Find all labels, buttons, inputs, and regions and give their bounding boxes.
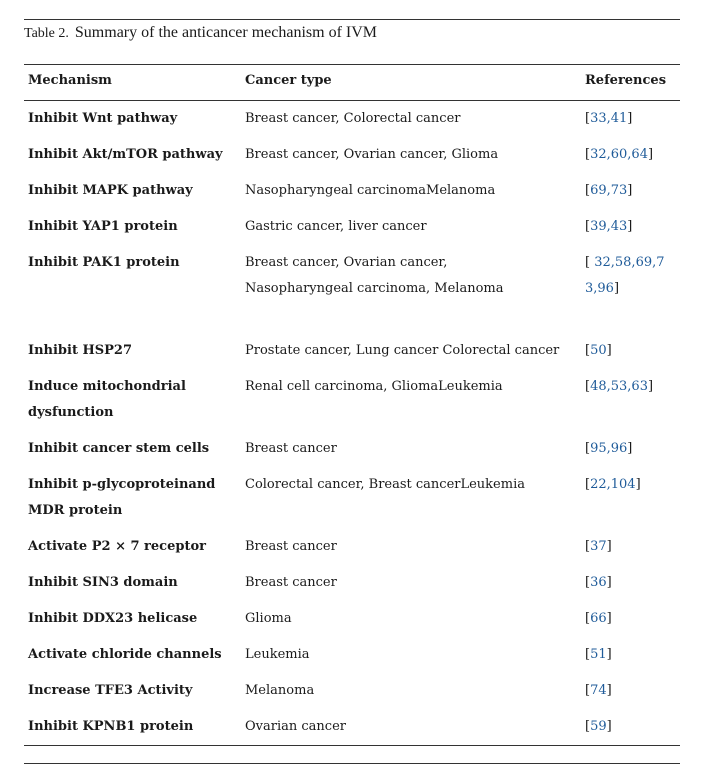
cancer-type-cell: Breast cancer, Ovarian cancer, Glioma [245, 147, 499, 162]
reference-link[interactable]: 39,43 [590, 219, 628, 234]
header-bottom-rule [24, 100, 680, 101]
references-cell[interactable]: [66] [585, 611, 612, 626]
reference-link[interactable]: 32,60,64 [590, 147, 648, 162]
mechanism-cell: Inhibit Wnt pathway [28, 111, 178, 126]
reference-link[interactable]: 22,104 [590, 477, 636, 492]
references-cell[interactable]: [48,53,63] [585, 379, 654, 394]
references-cell[interactable]: [36] [585, 575, 612, 590]
cancer-type-cell: Glioma [245, 611, 292, 626]
references-cell[interactable]: [32,60,64] [585, 147, 654, 162]
references-cell[interactable]: [39,43] [585, 219, 633, 234]
references-cell[interactable]: [95,96] [585, 441, 633, 456]
cancer-type-cell: Breast cancer [245, 575, 337, 590]
cancer-type-cell: Breast cancer, Ovarian cancer, Nasopharyngeal carcinoma, Melanoma [245, 255, 504, 296]
references-cell[interactable]: [ 32,58,69,73,96] [585, 255, 665, 296]
references-cell[interactable]: [50] [585, 343, 612, 358]
references-cell[interactable]: [74] [585, 683, 612, 698]
reference-link[interactable]: 74 [590, 683, 607, 698]
header-top-rule [24, 64, 680, 65]
cancer-type-cell: Breast cancer, Colorectal cancer [245, 111, 461, 126]
cancer-type-cell: Renal cell carcinoma, GliomaLeukemia [245, 379, 503, 394]
reference-link[interactable]: 51 [590, 647, 607, 662]
mechanism-cell: Inhibit SIN3 domain [28, 575, 178, 590]
mechanism-cell: Activate chloride channels [28, 647, 222, 662]
reference-link[interactable]: 33,41 [590, 111, 628, 126]
reference-link[interactable]: 69,73 [590, 183, 628, 198]
column-header-mechanism: Mechanism [28, 73, 112, 88]
references-cell[interactable]: [37] [585, 539, 612, 554]
references-cell[interactable]: [51] [585, 647, 612, 662]
cancer-type-cell: Colorectal cancer, Breast cancerLeukemia [245, 477, 525, 492]
reference-link[interactable]: 95,96 [590, 441, 628, 456]
cancer-type-cell: Gastric cancer, liver cancer [245, 219, 427, 234]
reference-link[interactable]: 48,53,63 [590, 379, 648, 394]
table-caption-text: Summary of the anticancer mechanism of IVM [74, 24, 378, 41]
mechanism-cell: Inhibit DDX23 helicase [28, 611, 198, 626]
references-cell[interactable]: [33,41] [585, 111, 633, 126]
reference-link[interactable]: 66 [590, 611, 607, 626]
mechanism-cell: Inhibit cancer stem cells [28, 441, 210, 456]
reference-link[interactable]: 59 [590, 719, 607, 734]
cancer-type-cell: Breast cancer [245, 539, 337, 554]
mechanism-cell: Increase TFE3 Activity [28, 683, 193, 698]
references-cell[interactable]: [59] [585, 719, 612, 734]
reference-link[interactable]: 37 [590, 539, 607, 554]
reference-link[interactable]: 50 [590, 343, 607, 358]
column-header-references: References [585, 73, 667, 88]
cancer-type-cell: Leukemia [245, 647, 310, 662]
cancer-type-cell: Melanoma [245, 683, 315, 698]
mechanism-cell: Inhibit MAPK pathway [28, 183, 193, 198]
table-caption-label: Table 2. [24, 26, 69, 41]
cancer-type-cell: Ovarian cancer [245, 719, 346, 734]
mechanism-cell: Inhibit KPNB1 protein [28, 719, 194, 734]
mechanism-cell: Activate P2 × 7 receptor [28, 539, 206, 554]
mechanism-cell: Inhibit p-glycoproteinand MDR protein [28, 477, 216, 518]
mechanism-cell: Inhibit PAK1 protein [28, 255, 180, 270]
cancer-type-cell: Prostate cancer, Lung cancer Colorectal cancer [245, 343, 560, 358]
table-bottom-rule [24, 745, 680, 746]
column-header-cancer-type: Cancer type [245, 73, 332, 88]
top-rule [24, 19, 680, 20]
mechanism-cell: Induce mitochondrial dysfunction [28, 379, 186, 420]
mechanism-cell: Inhibit Akt/mTOR pathway [28, 147, 223, 162]
cancer-type-cell: Nasopharyngeal carcinomaMelanoma [245, 183, 496, 198]
mechanism-cell: Inhibit HSP27 [28, 343, 133, 358]
references-cell[interactable]: [22,104] [585, 477, 641, 492]
reference-link[interactable]: 32,58,69,73,96 [585, 255, 665, 296]
references-cell[interactable]: [69,73] [585, 183, 633, 198]
cancer-type-cell: Breast cancer [245, 441, 337, 456]
mechanism-cell: Inhibit YAP1 protein [28, 219, 178, 234]
page-bottom-rule [24, 763, 680, 764]
reference-link[interactable]: 36 [590, 575, 607, 590]
table-caption [24, 23, 377, 44]
